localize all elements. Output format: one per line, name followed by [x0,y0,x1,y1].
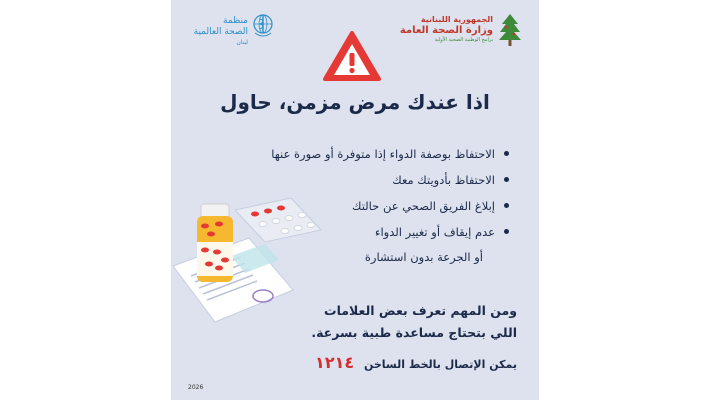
notice-text [177,300,517,344]
tip-text: الاحتفاظ بأدويتك معك [392,173,495,187]
bullet-icon [504,151,509,156]
moph-logo-line3: برامج الوطنية الصحية الأولية [434,37,493,43]
tip-continuation: أو الجرعة بدون استشارة [364,250,483,264]
page-title: اذا عندك مرض مزمن، حاول [220,90,490,114]
cedar-icon [497,13,523,47]
hotline [315,353,517,372]
bullet-icon [504,229,509,234]
who-logo-line1: منظمة [223,16,248,26]
list-item [189,146,509,172]
bullet-icon [504,177,509,182]
hotline-text: يمكن الإتصال بالخط الساخن [363,358,517,371]
notice-line-2: اللي بتحتاج مساعدة طبية بسرعة. [311,325,517,340]
tip-text: عدم إيقاف أو تغيير الدواء [375,225,495,239]
blister-pack [235,198,321,242]
who-logo-line3: لبنان [236,39,248,46]
moph-logo-line1: الجمهورية اللبنانية [420,15,493,24]
bullet-icon [504,203,509,208]
tip-text: الاحتفاظ بوصفة الدواء إذا متوفرة أو صورة عنها [271,147,495,161]
moph-logo [399,13,523,51]
list-item [189,172,509,198]
who-logo [193,13,275,51]
year-label: 2026 [188,384,204,391]
awareness-poster [171,0,539,400]
warning-triangle-icon [322,30,382,82]
hotline-number: ١٢١٤ [315,353,355,372]
who-logo-line2: الصحة العالمية [193,27,248,37]
who-emblem-icon [251,13,275,39]
pill-bottle [197,204,233,282]
tip-text: إبلاغ الفريق الصحي عن حالتك [352,199,495,213]
notice-line-1: ومن المهم تعرف بعض العلامات [324,303,517,318]
moph-logo-line2: وزارة الصحة العامة [399,25,493,36]
